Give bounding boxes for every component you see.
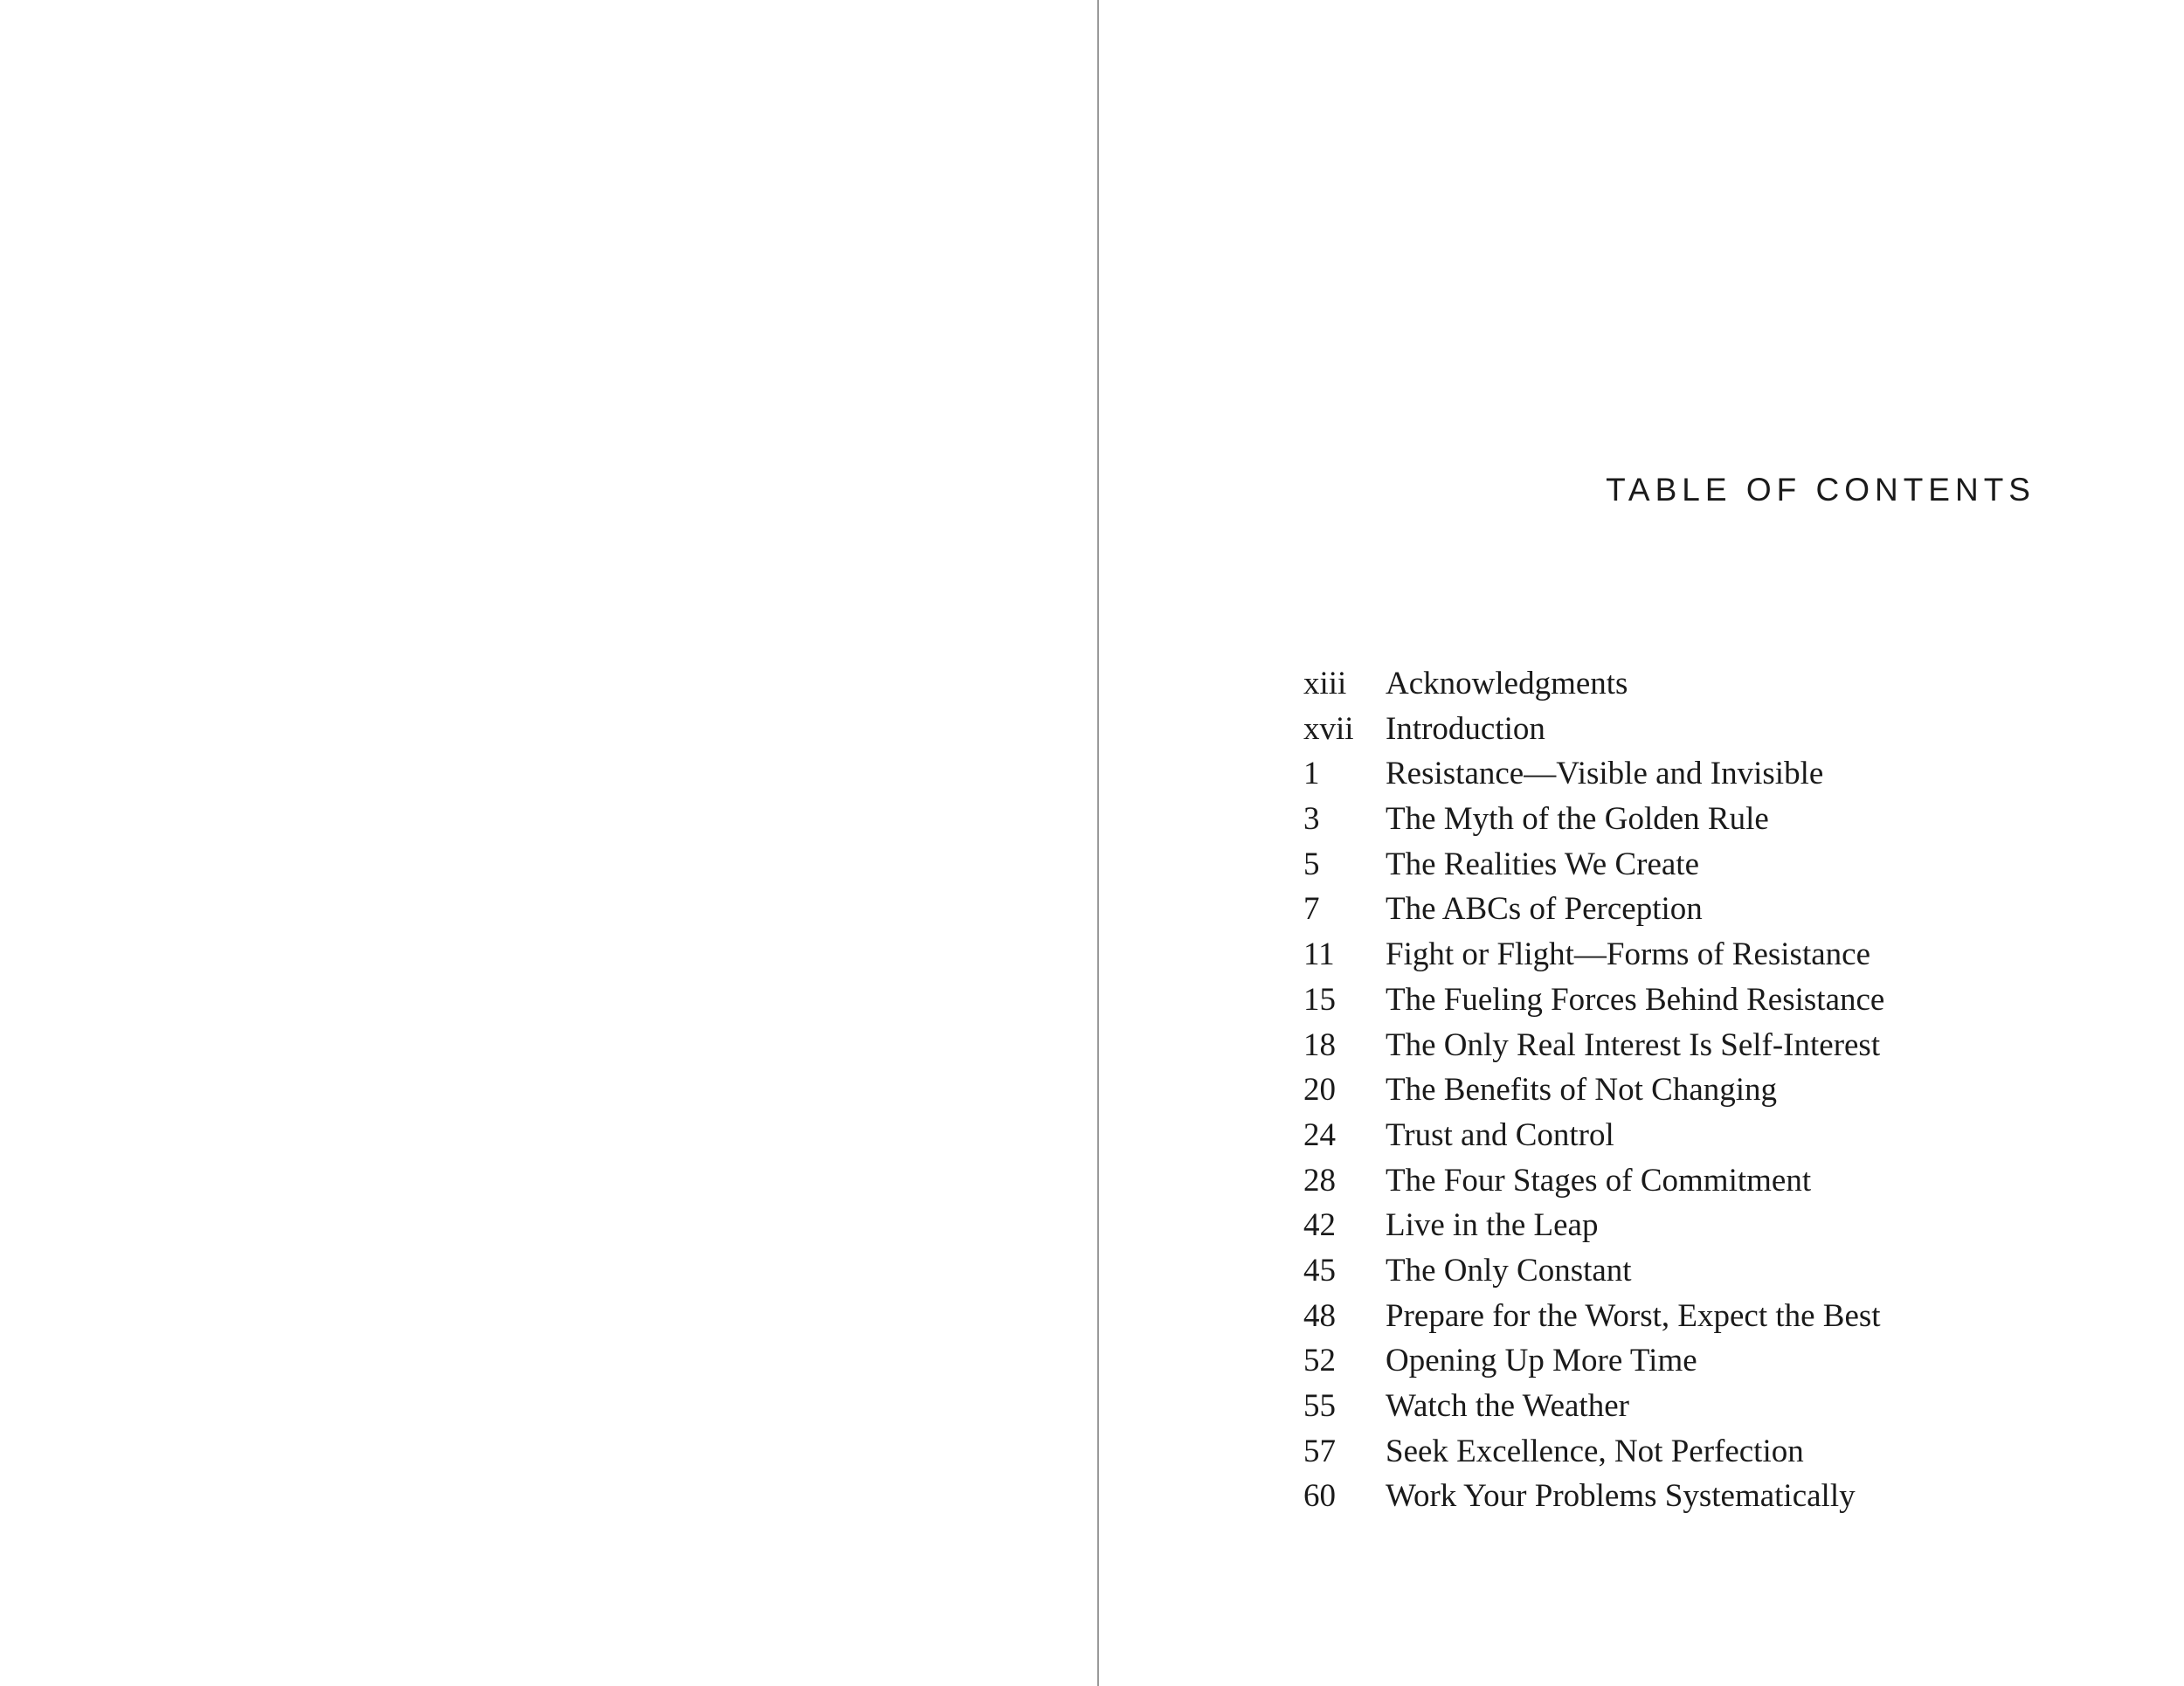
- toc-chapter-title: Trust and Control: [1386, 1116, 1614, 1153]
- toc-chapter-title: Prepare for the Worst, Expect the Best: [1386, 1297, 1881, 1334]
- toc-entry: [1303, 1338, 1884, 1384]
- toc-entry: [1303, 1248, 1884, 1294]
- toc-page-number: 20: [1303, 1072, 1336, 1109]
- toc-entry: [1303, 1294, 1884, 1339]
- toc-entry: [1303, 887, 1884, 932]
- toc-entry: [1303, 1113, 1884, 1158]
- toc-entry: [1303, 797, 1884, 842]
- toc-chapter-title: The Benefits of Not Changing: [1386, 1072, 1778, 1109]
- toc-entry: [1303, 1203, 1884, 1248]
- toc-entry: [1303, 842, 1884, 888]
- toc-entry: [1303, 661, 1884, 707]
- toc-entry: [1303, 978, 1884, 1023]
- toc-page-number: 5: [1303, 846, 1320, 882]
- toc-chapter-title: Introduction: [1386, 710, 1545, 747]
- toc-page-number: xiii: [1303, 666, 1347, 701]
- toc-entry: [1303, 1158, 1884, 1204]
- toc-page-number: 24: [1303, 1116, 1336, 1153]
- toc-page-number: 15: [1303, 981, 1336, 1018]
- toc-page-number: 48: [1303, 1297, 1336, 1334]
- toc-chapter-title: The Myth of the Golden Rule: [1386, 801, 1769, 838]
- toc-chapter-title: Watch the Weather: [1386, 1388, 1629, 1424]
- toc-chapter-title: The Realities We Create: [1386, 846, 1699, 882]
- toc-page-number: xvii: [1303, 710, 1354, 747]
- toc-chapter-title: The Four Stages of Commitment: [1386, 1162, 1812, 1199]
- toc-heading: TABLE OF CONTENTS: [1606, 472, 2035, 508]
- toc-entry: [1303, 1429, 1884, 1475]
- toc-entry: [1303, 707, 1884, 752]
- toc-page-number: 42: [1303, 1207, 1336, 1244]
- toc-page-number: 55: [1303, 1388, 1336, 1424]
- toc-chapter-title: Seek Excellence, Not Perfection: [1386, 1433, 1804, 1469]
- toc-chapter-title: Live in the Leap: [1386, 1207, 1599, 1244]
- toc-page-number: 57: [1303, 1433, 1336, 1469]
- toc-page-number: 11: [1303, 936, 1335, 973]
- toc-page-number: 7: [1303, 891, 1320, 928]
- toc-page-number: 52: [1303, 1343, 1336, 1379]
- toc-entry: [1303, 1023, 1884, 1068]
- toc-page-number: 28: [1303, 1162, 1336, 1199]
- toc-page-number: 1: [1303, 756, 1320, 792]
- toc-list: [1303, 661, 1884, 1519]
- toc-chapter-title: The Only Constant: [1386, 1252, 1632, 1289]
- toc-page-number: 45: [1303, 1252, 1336, 1289]
- toc-chapter-title: The Fueling Forces Behind Resistance: [1386, 981, 1885, 1018]
- toc-entry: [1303, 1474, 1884, 1519]
- toc-chapter-title: Resistance—Visible and Invisible: [1386, 756, 1824, 792]
- toc-entry: [1303, 1068, 1884, 1113]
- toc-chapter-title: The Only Real Interest Is Self-Interest: [1386, 1026, 1881, 1063]
- toc-chapter-title: Opening Up More Time: [1386, 1343, 1697, 1379]
- toc-entry: [1303, 932, 1884, 978]
- toc-page-number: 3: [1303, 801, 1320, 838]
- toc-chapter-title: Work Your Problems Systematically: [1386, 1478, 1856, 1515]
- toc-entry: [1303, 1384, 1884, 1429]
- toc-chapter-title: Acknowledgments: [1386, 666, 1628, 701]
- toc-page-number: 18: [1303, 1026, 1336, 1063]
- toc-chapter-title: Fight or Flight—Forms of Resistance: [1386, 936, 1870, 973]
- toc-chapter-title: The ABCs of Perception: [1386, 891, 1703, 928]
- toc-page-number: 60: [1303, 1478, 1336, 1515]
- toc-entry: [1303, 751, 1884, 797]
